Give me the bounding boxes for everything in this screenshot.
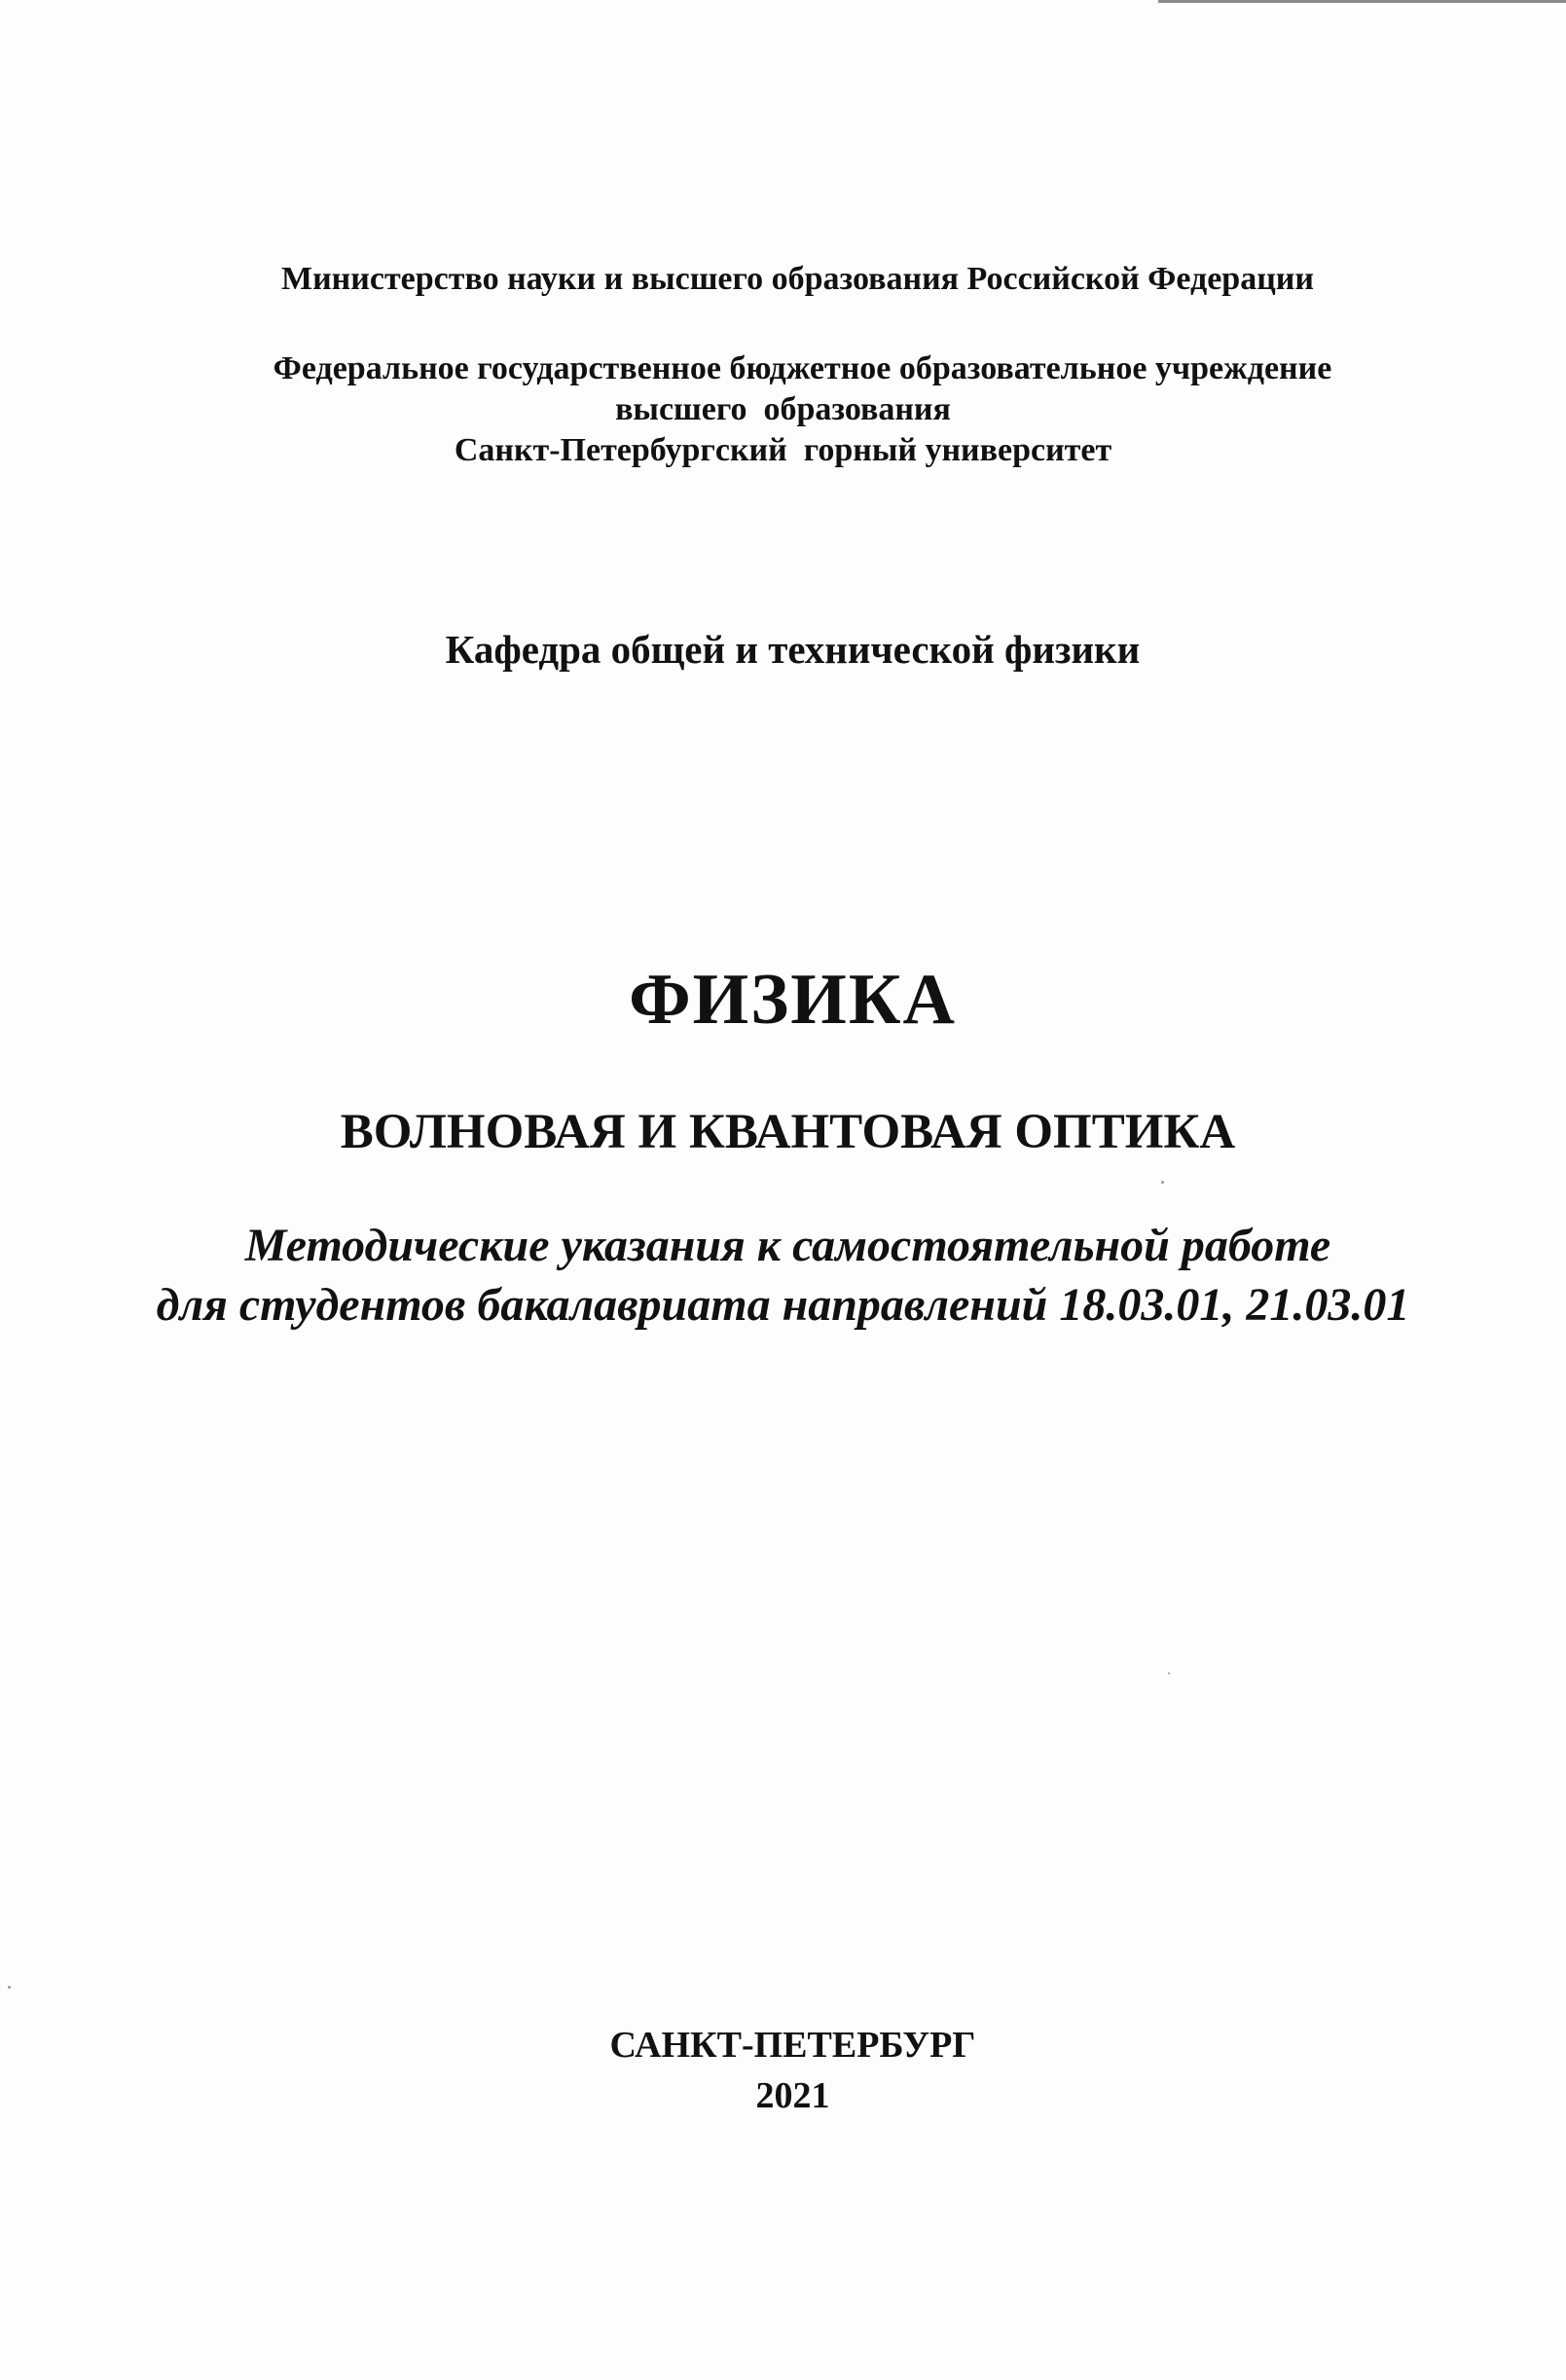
scan-edge-mark: [1158, 0, 1566, 3]
scan-speck: [1161, 1181, 1164, 1184]
document-title: ФИЗИКА: [629, 960, 957, 1040]
department-name: Кафедра общей и технической физики: [445, 627, 1141, 672]
document-subtitle: ВОЛНОВАЯ И КВАНТОВАЯ ОПТИКА: [340, 1105, 1236, 1159]
ministry-name: Министерство науки и высшего образования Российской Федерации: [281, 261, 1314, 297]
scan-speck: [1168, 1672, 1170, 1674]
publication-city: САНКТ-ПЕТЕРБУРГ: [609, 2025, 976, 2066]
publication-year: 2021: [755, 2075, 830, 2116]
institution-line-1: Федеральное государственное бюджетное образовательное учреждение: [273, 350, 1332, 386]
description-line-1: Методические указания к самостоятельной работе: [244, 1220, 1331, 1271]
institution-line-3: Санкт-Петербургский горный университет: [454, 432, 1112, 468]
scan-speck: [8, 1986, 11, 1989]
institution-line-2: высшего образования: [615, 391, 951, 427]
description-line-2: для студентов бакалавриата направлений 18.03.01, 21.03.01: [156, 1279, 1410, 1331]
